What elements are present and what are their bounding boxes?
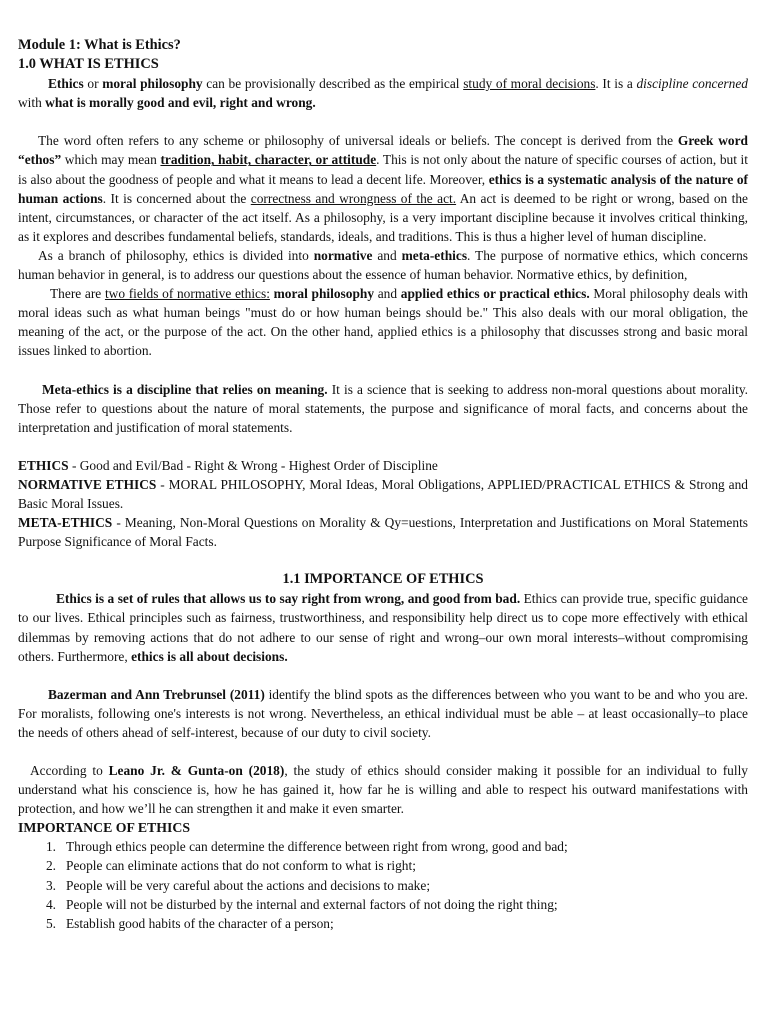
underlined-tradition-habit: tradition, habit, character, or attitude <box>160 152 377 168</box>
section-heading-1-1: 1.1 IMPORTANCE OF ETHICS <box>282 571 484 588</box>
paragraph-two-fields: There are two fields of normative ethics: moral philosophy and applied ethics or practical ethics. Moral philosophy deals with moral ideas such as what human beings "must do or how human beings should be." This also deals with our moral obligation, the meaning of the act, or the purpose of the act. On the other hand, applied ethics is a philosophy that discusses strong and basic moral issues linked to abortion. <box>18 286 748 359</box>
bold-greek-ethos: Greek word “ethos” <box>18 133 748 168</box>
summary-meta-term: META-ETHICS <box>18 515 113 531</box>
list-item: 3. People will be very careful about the actions and decisions to make; <box>45 877 431 893</box>
module-title: Module 1: What is Ethics? <box>18 37 181 53</box>
bold-good-evil: what is morally good and evil, right and wrong. <box>45 95 316 111</box>
summary-meta: META-ETHICS - Meaning, Non-Moral Questions on Morality & Qy=uestions, Interpretation and Justifications on Moral Statements Purpose Significance of Moral Facts. <box>18 515 748 550</box>
paragraph-bazerman: Bazerman and Ann Trebrunsel (2011) identify the blind spots as the differences between who you want to be and who you are. For moralists, following one's interests is not wrong. Nevertheless, an ethical individual must be able – at least occasionally–to place the needs of others ahead of self-interest, because of our duty to civil society. <box>18 686 748 740</box>
list-item: 4. People will not be disturbed by the internal and external factors of not doing the right thing; <box>45 896 558 912</box>
list-item: 1. Through ethics people can determine the difference between right from wrong, good and bad; <box>45 839 568 855</box>
underlined-correctness: correctness and wrongness of the act. <box>250 190 457 206</box>
summary-normative: NORMATIVE ETHICS - MORAL PHILOSOPHY, Moral Ideas, Moral Obligations, APPLIED/PRACTICAL ETHICS & Strong and Basic Moral Issues. <box>18 476 748 511</box>
paragraph-branch: As a branch of philosophy, ethics is divided into normative and meta-ethics. The purpose of normative ethics, which concerns human behavior in general, is to address our questions about the essence of human behavior. Normative ethics, by definition, <box>18 247 748 283</box>
bold-meta-ethics-sentence: Meta-ethics is a discipline that relies on meaning. <box>42 381 328 397</box>
underlined-two-fields: two fields of normative ethics: <box>104 286 270 302</box>
summary-ethics: ETHICS - Good and Evil/Bad - Right & Wrong - Highest Order of Discipline <box>18 457 438 473</box>
bold-rules-sentence: Ethics is a set of rules that allows us to say right from wrong, and good from bad. <box>56 591 521 607</box>
bold-applied-ethics: applied ethics or practical ethics. <box>400 286 590 302</box>
paragraph-ethos: The word often refers to any scheme or philosophy of universal ideals or beliefs. The concept is derived from the Greek word “ethos” which may mean tradition, habit, character, or attitude. This is not only about the nature of specific courses of action, but it is also about the goodness of people and what it means to lead a decent life. Moreover, ethics is a systematic analysis of the nature of human actions. It is concerned about the correctness and wrongness of the act. An act is deemed to be right or wrong, based on the intent, circumstances, or character of the act itself. As a philosophy, is a very important discipline because it involves critical thinking, as it explores and describes fundamental beliefs, standards, ideals, and traditions. This is thus a higher level of human discipline. <box>18 133 748 244</box>
summary-normative-term: NORMATIVE ETHICS <box>18 476 157 492</box>
list-item: 2. People can eliminate actions that do not conform to what is right; <box>45 858 416 874</box>
summary-ethics-term: ETHICS <box>18 457 69 473</box>
bold-systematic-analysis: ethics is a systematic analysis of the nature of human actions <box>18 171 748 206</box>
paragraph-meta-ethics: Meta-ethics is a discipline that relies on meaning. It is a science that is seeking to address non-moral questions about morality. Those refer to questions about the nature of moral statements, the purpose and significance of moral facts, and concerns about the interpretation and justification of moral statements. <box>18 381 748 435</box>
bold-leano: Leano Jr. & Gunta-on (2018) <box>108 763 285 778</box>
term-ethics: Ethics <box>48 76 84 92</box>
list-item: 5. Establish good habits of the character of a person; <box>45 915 334 931</box>
bold-bazerman: Bazerman and Ann Trebrunsel (2011) <box>48 686 265 702</box>
importance-heading: IMPORTANCE OF ETHICS <box>18 820 190 836</box>
paragraph-ethics-definition: Ethics or moral philosophy can be provisionally described as the empirical study of moral decisions. It is a discipline concerned with what is morally good and evil, right and wrong. <box>18 76 748 111</box>
underlined-study-of-moral-decisions: study of moral decisions <box>463 76 596 92</box>
importance-list <box>18 837 748 932</box>
term-moral-philosophy: moral philosophy <box>102 76 203 92</box>
bold-normative: normative <box>313 247 373 263</box>
bold-meta-ethics: meta-ethics <box>401 247 468 263</box>
italic-discipline-concerned: discipline concerned <box>636 76 748 92</box>
section-heading-1-0: 1.0 WHAT IS ETHICS <box>18 56 159 73</box>
bold-moral-philosophy: moral philosophy <box>273 286 375 302</box>
paragraph-leano: According to Leano Jr. & Gunta-on (2018), the study of ethics should consider making it possible for an individual to fully understand what his conscience is, how he has gained it, how far he is willing and able to respect his outward manifestations with protection, and how we’ll he can strengthen it and make it even smarter. <box>18 763 748 817</box>
bold-decisions: ethics is all about decisions. <box>131 648 288 664</box>
paragraph-rules: Ethics is a set of rules that allows us to say right from wrong, and good from bad. Ethics can provide true, specific guidance to our lives. Ethical principles such as fairness, trustworthiness, and responsibility help direct us to cope more effectively with ethical dilemmas by removing actions that do not adhere to our sense of right and wrong–our own moral interests–without compromising others. Furthermore, ethics is all about decisions. <box>18 591 748 664</box>
